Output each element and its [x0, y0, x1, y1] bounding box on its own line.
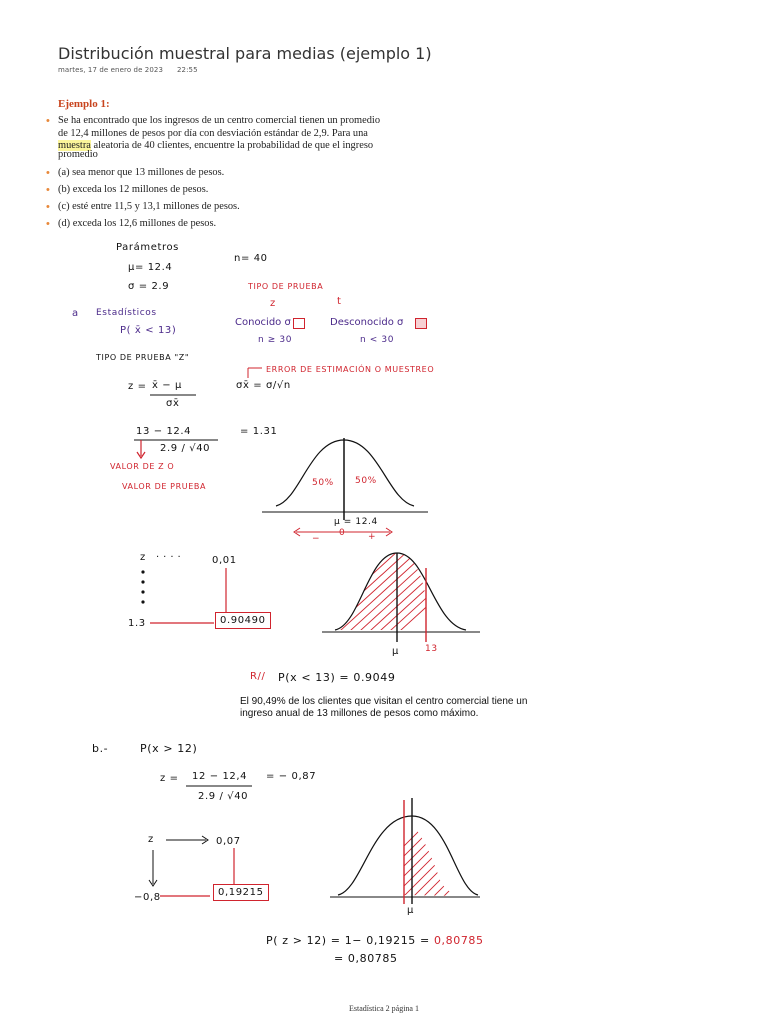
list-item: (c) esté entre 11,5 y 13,1 millones de pesos.	[58, 201, 240, 212]
list-item: (a) sea menor que 13 millones de pesos.	[58, 167, 225, 178]
z-eq: z =	[128, 381, 147, 392]
part-a-label: a	[72, 308, 79, 319]
n-ge-30: n ≥ 30	[258, 335, 293, 345]
param-sigma: σ = 2.9	[128, 281, 170, 292]
conclusion-line-2: ingreso anual de 13 millones de pesos como máximo.	[240, 708, 479, 719]
unknown-sigma-label: Desconocido σ	[330, 317, 404, 328]
answer-a: P(x < 13) = 0.9049	[278, 671, 396, 684]
mu-symbol-b: μ	[407, 905, 414, 916]
z-eq-b: z =	[160, 773, 179, 784]
mu-axis-label: μ = 12.4	[334, 517, 378, 527]
intro-line-2: de 12,4 millones de pesos por día con desviación estándar de 2,9. Para una	[58, 127, 368, 139]
zb-result: = − 0,87	[266, 771, 317, 782]
bullet-icon: •	[46, 218, 50, 230]
final-b-2: = 0,80785	[334, 952, 398, 965]
table-row-label: 1.3	[128, 618, 146, 629]
table-dots: ····	[156, 552, 185, 563]
tb-z-label: z	[148, 834, 154, 845]
bullet-icon: •	[46, 184, 50, 196]
plus-label: +	[368, 532, 377, 542]
param-mu: μ= 12.4	[128, 262, 173, 273]
t-test-label: t	[337, 296, 342, 307]
intro-line-3-rest: aleatoria de 40 clientes, encuentre la probabilidad de que el ingreso	[90, 140, 374, 151]
zero-label: 0	[339, 528, 346, 538]
z-formula-num: x̄ − μ	[152, 380, 183, 391]
tb-row-label: −0,8	[134, 892, 161, 903]
bullet-icon: •	[46, 115, 50, 127]
z-test-label: z	[270, 298, 276, 309]
table-col-label: 0,01	[212, 555, 237, 566]
page-title: Distribución muestral para medias (ejemplo 1)	[58, 44, 432, 63]
table-z-label: z	[140, 552, 146, 563]
normal-curve	[276, 440, 414, 506]
time-text: 22:55	[176, 66, 198, 74]
list-item: (b) exceda los 12 millones de pesos.	[58, 184, 209, 195]
intro-line-1: Se ha encontrado que los ingresos de un centro comercial tienen un promedio	[58, 115, 381, 126]
page-footer: Estadística 2 página 1	[349, 1004, 419, 1013]
stats-label: Estadísticos	[96, 308, 157, 318]
pct-left: 50%	[312, 478, 334, 488]
z-value-label: VALOR DE Z O	[110, 462, 175, 471]
z-result: = 1.31	[240, 426, 278, 437]
normal-curve	[338, 816, 478, 895]
final-b-left: P( z > 12) = 1− 0,19215 =	[266, 934, 430, 947]
sigma-xbar-formula: σx̄ = σ/√n	[236, 380, 291, 391]
prob-b: P(x > 12)	[140, 742, 198, 755]
answer-prefix: R//	[250, 671, 266, 682]
test-type-label: TIPO DE PRUEBA	[248, 282, 324, 291]
value-13: 13	[425, 644, 438, 654]
z-calc-den: 2.9 / √40	[160, 443, 211, 454]
date-text: martes, 17 de enero de 2023	[58, 66, 164, 74]
shaded-area	[350, 810, 530, 900]
highlighted-word: muestra	[58, 140, 91, 151]
pct-right: 50%	[355, 476, 377, 486]
test-value-label: VALOR DE PRUEBA	[122, 482, 207, 491]
zb-den: 2.9 / √40	[198, 791, 249, 802]
intro-line-4: promedio	[58, 148, 98, 160]
mu-symbol: μ	[392, 646, 399, 657]
bullet-icon: •	[46, 167, 50, 179]
test-type-z: TIPO DE PRUEBA "Z"	[96, 353, 190, 362]
table-vertical-dots	[141, 570, 144, 603]
z-calc-num: 13 − 12.4	[136, 426, 192, 437]
normal-curve	[335, 553, 466, 630]
zb-num: 12 − 12,4	[192, 771, 248, 782]
final-b-red: 0,80785	[433, 934, 484, 947]
params-label: Parámetros	[116, 242, 179, 253]
table-value-box: 0.90490	[215, 612, 271, 629]
tb-col-label: 0,07	[216, 836, 241, 847]
n-lt-30: n < 30	[360, 335, 395, 345]
example-heading: Ejemplo 1:	[58, 98, 110, 110]
known-sigma-label: Conocido σ	[235, 317, 291, 328]
z-formula-den: σx̄	[166, 398, 180, 409]
minus-label: −	[312, 534, 321, 544]
tb-value-box: 0,19215	[213, 884, 269, 901]
part-b-label: b.-	[92, 742, 109, 755]
error-label: ERROR DE ESTIMACIÓN O MUESTREO	[266, 365, 435, 374]
bullet-icon: •	[46, 201, 50, 213]
param-n: n= 40	[234, 253, 268, 264]
list-item: (d) exceda los 12,6 millones de pesos.	[58, 218, 217, 229]
prob-a: P( x̄ < 13)	[120, 325, 177, 336]
conclusion-line-1: El 90,49% de los clientes que visitan el centro comercial tiene un	[240, 696, 528, 707]
